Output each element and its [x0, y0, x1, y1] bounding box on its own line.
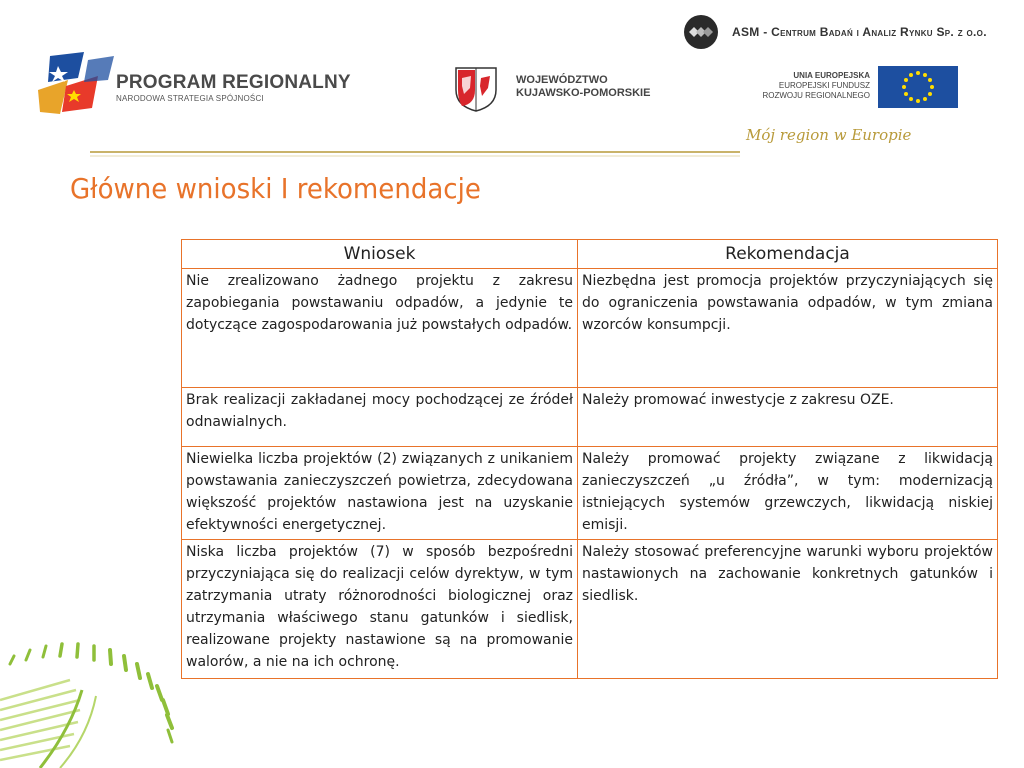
tagline: Mój region w Europie	[746, 126, 912, 144]
wniosek-cell: Niewielka liczba projektów (2) związanych z unikaniem powstawania zanieczyszczeń powietrza, zdecydowana większość projektów nastawiona jest na uzyskanie efektywności energetycznej.	[182, 447, 578, 540]
region-line2: KUJAWSKO-POMORSKIE	[516, 87, 651, 99]
page-title: Główne wnioski I rekomendacje	[70, 172, 481, 205]
wniosek-cell: Niska liczba projektów (7) w sposób bezpośredni przyczyniająca się do realizacji celów dyrektyw, w tym zatrzymania utraty różnorodności biologicznej oraz utrzymania właściwego stanu gatunków i siedlisk, realizowane projekty nastawione są na promowanie walorów, a nie na ich ochronę.	[182, 540, 578, 679]
rekomendacja-cell: Należy promować projekty związane z likwidacją zanieczyszczeń „u źródła”, w tym: modernizacją istniejących systemów grzewczych, likwidacją niskiej emisji.	[578, 447, 998, 540]
eu-line3: ROZWOJU REGIONALNEGO	[762, 91, 870, 100]
program-subtitle: NARODOWA STRATEGIA SPÓJNOŚCI	[116, 94, 264, 103]
wniosek-cell: Nie zrealizowano żadnego projektu z zakresu zapobiegania powstawaniu odpadów, a jedynie te dotyczące zagospodarowania już powstałych odpadów.	[182, 269, 578, 388]
rekomendacja-cell: Należy promować inwestycje z zakresu OZE.	[578, 388, 998, 447]
rekomendacja-cell: Niezbędna jest promocja projektów przyczyniających się do ograniczenia powstawania odpadów, w tym zmiana wzorców konsumpcji.	[578, 269, 998, 388]
table-row	[182, 447, 998, 540]
region-name	[516, 74, 650, 100]
table-row	[182, 540, 998, 679]
column-header-wniosek: Wniosek	[182, 240, 578, 269]
asm-company-name: ASM - Centrum Badań i Analiz Rynku Sp. z o.o.	[732, 25, 987, 39]
column-header-rekomendacja: Rekomendacja	[578, 240, 998, 269]
eu-line1: UNIA EUROPEJSKA	[793, 71, 870, 80]
asm-brand	[684, 15, 987, 49]
program-title: PROGRAM REGIONALNY	[116, 72, 351, 93]
conclusions-table	[181, 239, 998, 679]
program-regionalny-logo-icon	[38, 52, 114, 118]
eu-flag-icon	[878, 66, 958, 108]
table-header-row	[182, 240, 998, 269]
table-row	[182, 388, 998, 447]
wniosek-cell: Brak realizacji zakładanej mocy pochodzącej ze źródeł odnawialnych.	[182, 388, 578, 447]
asm-logo-icon	[688, 25, 714, 39]
coat-of-arms-icon	[454, 66, 498, 112]
region-line1: WOJEWÓDZTWO	[516, 74, 608, 86]
rekomendacja-cell: Należy stosować preferencyjne warunki wyboru projektów nastawionych na zachowanie konkretnych gatunków i siedlisk.	[578, 540, 998, 679]
eu-line2: EUROPEJSKI FUNDUSZ	[778, 81, 870, 90]
decorative-swoosh	[0, 630, 180, 768]
asm-logo	[684, 15, 718, 49]
table-row	[182, 269, 998, 388]
eu-fund-text	[744, 71, 870, 101]
